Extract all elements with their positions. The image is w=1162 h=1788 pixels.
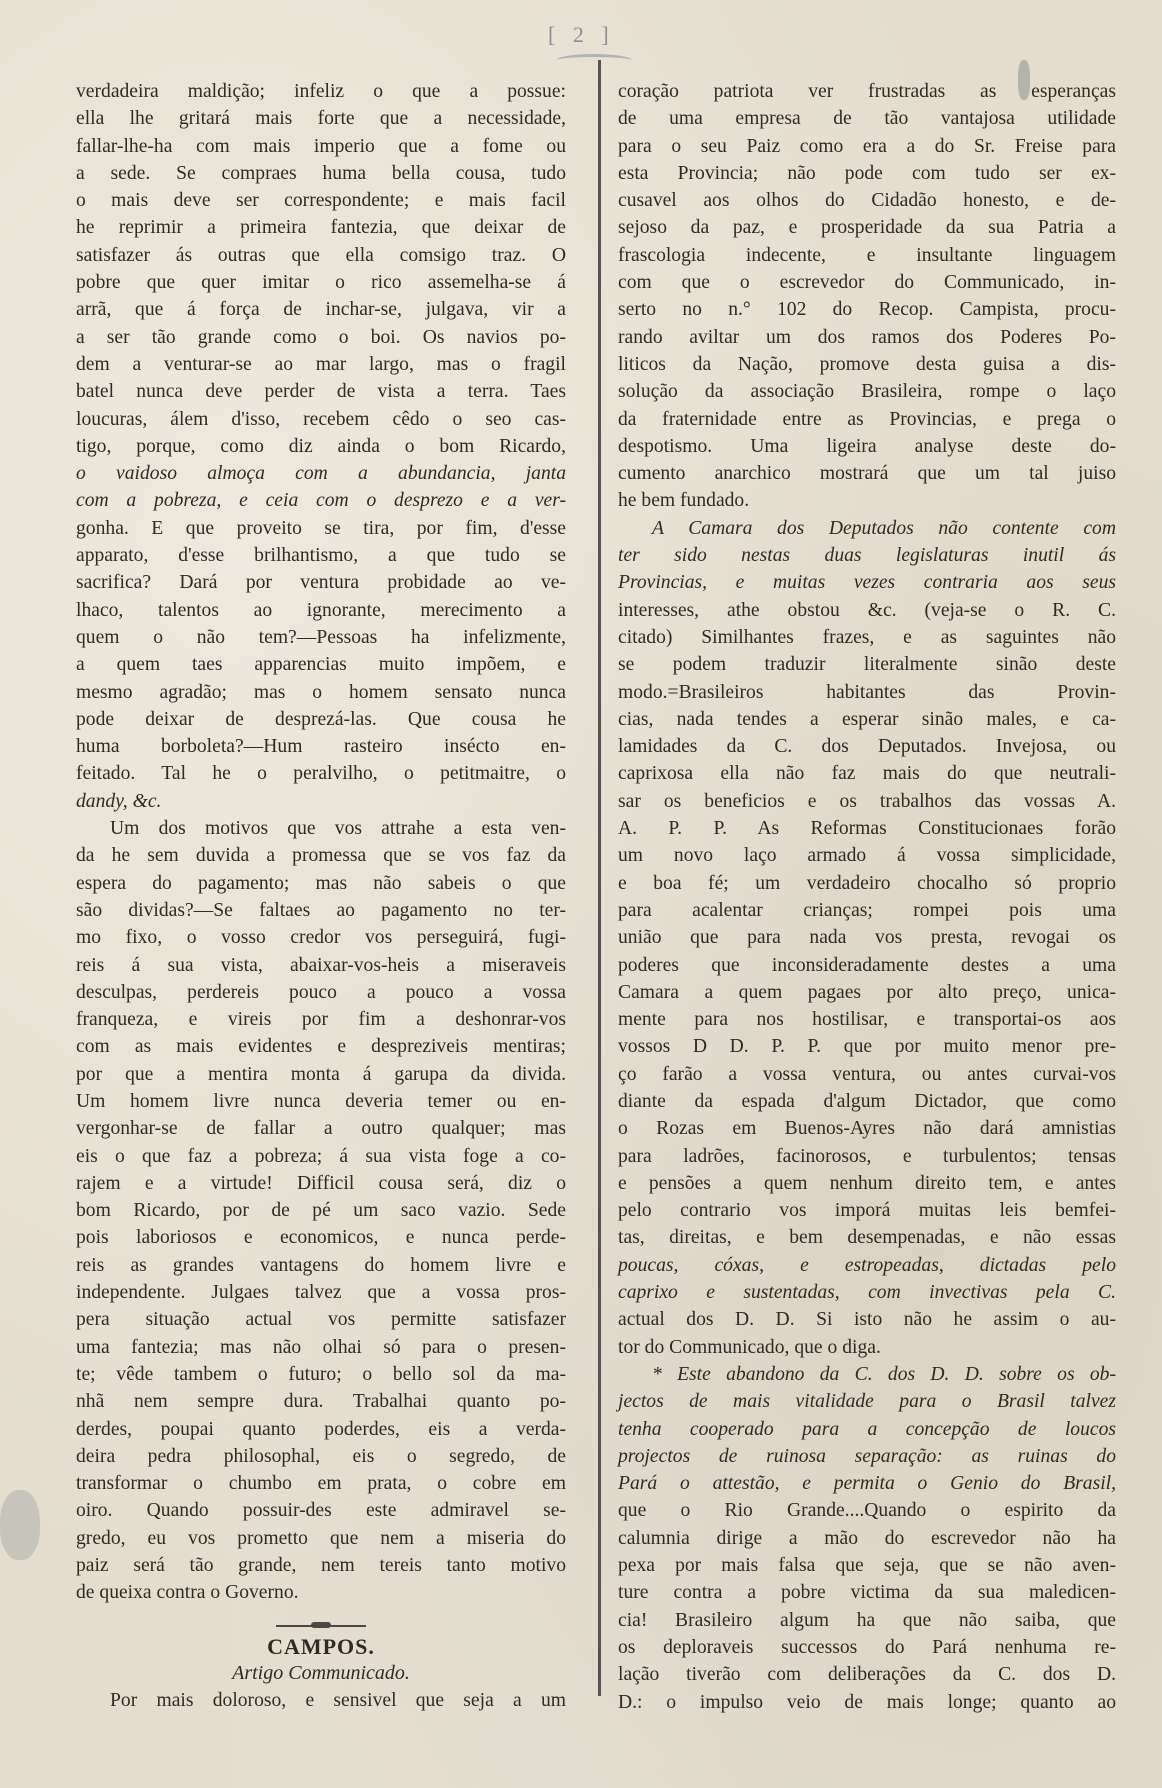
text-line: A. P. P. As Reformas Constitucionaes forão <box>618 818 1116 840</box>
text-line: esta Provincia; não pode com tudo ser ex- <box>618 162 1116 184</box>
text-line: por que a mentira monta á garupa da divida. <box>76 1063 566 1085</box>
text-line: cusavel aos olhos do Cidadão honesto, e de- <box>618 190 1116 212</box>
text-line: interesses, athe obstou &c. (veja-se o R. C. <box>618 599 1116 621</box>
text-line-italic: dandy, &c. <box>76 790 162 812</box>
text-line: pera situação actual vos permitte satisfazer <box>76 1309 566 1331</box>
footnote-start-italic: * Este abandono da C. dos D. D. sobre os ob- <box>652 1363 1116 1385</box>
text-line: loucuras, álem d'isso, recebem cêdo o seo cas- <box>76 408 566 430</box>
text-line: coração patriota ver frustradas as esperanças <box>618 81 1116 102</box>
footnote-line-italic: jectos de mais vitalidade para o Brasil talvez <box>618 1391 1116 1413</box>
text-line: reis á sua vista, abaixar-vos-heis a miseraveis <box>76 954 566 976</box>
text-line: vossos D D. P. P. que por muito menor pre- <box>618 1036 1116 1058</box>
text-line: Camara a quem pagaes por alto preço, unica- <box>618 981 1116 1003</box>
text-line: solução da associação Brasileira, rompe o laço <box>618 381 1116 403</box>
paragraph-start-italic: A Camara dos Deputados não contente com <box>652 517 1116 539</box>
text-line: gonha. E que proveito se tira, por fim, d'esse <box>76 517 566 539</box>
text-line: espera do pagamento; mas não sabeis o que <box>76 872 566 894</box>
text-line-italic: caprixo e sustentadas, com invectivas pela C. <box>618 1282 1116 1304</box>
text-line: fallar-lhe-ha com mais imperio que a fome ou <box>76 135 566 157</box>
text-line: se podem traduzir literalmente sinão deste <box>618 654 1116 676</box>
text-line: paiz será tão grande, nem tereis tanto motivo <box>76 1555 566 1577</box>
text-line: cumento anarchico mostrará que um tal juiso <box>618 463 1116 485</box>
text-line: citado) Similhantes frazes, e as saguintes não <box>618 626 1116 648</box>
text-line: dem a venturar-se ao mar largo, mas o fragil <box>76 353 566 375</box>
text-line: eis o que faz a pobreza; á sua vista foge a co- <box>76 1145 566 1167</box>
text-line: reis as grandes vantagens do homem livre e <box>76 1254 566 1276</box>
text-line-italic: com a pobreza, e ceia com o desprezo e a ver- <box>76 490 566 512</box>
text-line: para acalentar crianças; rompei pois uma <box>618 899 1116 921</box>
text-line: he reprimir a primeira fantezia, que deixar de <box>76 217 566 239</box>
text-line: da he sem duvida a promessa que se vos faz da <box>76 845 566 867</box>
section-divider-ornament <box>276 1625 366 1627</box>
text-line: tigo, porque, como diz ainda o bom Ricardo, <box>76 435 566 457</box>
text-line: o mais deve ser correspondente; e mais facil <box>76 190 566 212</box>
text-line: caprixosa ella não faz mais do que neutrali- <box>618 763 1116 785</box>
text-line: oiro. Quando possuir-des este admiravel se- <box>76 1500 566 1522</box>
text-line: actual dos D. D. Si isto não he assim o au- <box>618 1309 1116 1331</box>
text-line: batel nunca deve perder de vista a terra. Taes <box>76 381 566 403</box>
text-line: pode deixar de desprezá-las. Que cousa he <box>76 708 566 730</box>
column-divider <box>598 60 601 1696</box>
text-line: da fraternidade entre as Provincias, e prega o <box>618 408 1116 430</box>
text-line: tas, direitas, e bem desempenadas, e não essas <box>618 1227 1116 1249</box>
text-line: quem o não tem?—Pessoas ha infelizmente, <box>76 626 566 648</box>
footnote-line-italic: Pará o attestão, e permita o Genio do Brasil, <box>618 1473 1116 1495</box>
footnote-line: os deploraveis successos do Pará nenhuma re- <box>618 1636 1116 1658</box>
text-line: de uma empresa de tão vantajosa utilidade <box>618 108 1116 130</box>
text-line: verdadeira maldição; infeliz o que a possue: <box>76 81 566 102</box>
text-line: te; vêde tambem o futuro; o bello sol da ma- <box>76 1363 566 1385</box>
text-line: para ladrões, facinorosos, e turbulentos; tensas <box>618 1145 1116 1167</box>
footnote-line: D.: o impulso veio de mais longe; quanto ao <box>618 1691 1116 1713</box>
footnote-line: ture contra a pobre victima da sua maledicen- <box>618 1582 1116 1604</box>
text-line: gredo, eu vos prometto que nem a miseria do <box>76 1527 566 1549</box>
text-line: mo fixo, o vosso credor vos perseguirá, fugi- <box>76 927 566 949</box>
text-line: feitado. Tal he o peralvilho, o petitmaitre, o <box>76 763 566 785</box>
text-line: transformar o chumbo em prata, o cobre em <box>76 1473 566 1495</box>
text-line: um novo laço armado á vossa simplicidade, <box>618 845 1116 867</box>
text-line: são dividas?—Se faltaes ao pagamento no ter- <box>76 899 566 921</box>
text-line: mente para nos hostilisar, e transportai-os aos <box>618 1009 1116 1031</box>
text-line: apparato, d'esse brilhantismo, a que tudo se <box>76 545 566 567</box>
text-line: e pensões a quem nenhum direito tem, e antes <box>618 1172 1116 1194</box>
footnote-line-italic: projectos de ruinosa separação: as ruinas do <box>618 1445 1116 1467</box>
text-line: pelo contrario vos imporá muitas leis bemfei- <box>618 1200 1116 1222</box>
page-number-ornament <box>556 54 632 67</box>
paragraph-start: Um dos motivos que vos attrahe a esta ven- <box>110 818 566 840</box>
text-line: de queixa contra o Governo. <box>76 1582 299 1604</box>
text-line: desculpas, perdereis pouco a pouco a vossa <box>76 981 566 1003</box>
text-line: a quem taes apparencias muito impõem, e <box>76 654 566 676</box>
text-line: derdes, poupai quanto poderdes, eis a verda- <box>76 1418 566 1440</box>
text-line: com as mais evidentes e despreziveis mentiras; <box>76 1036 566 1058</box>
section-subheading: Artigo Communicado. <box>232 1661 410 1684</box>
text-line: tor do Communicado, que o diga. <box>618 1336 881 1358</box>
paragraph-start: Por mais doloroso, e sensivel que seja a um <box>110 1690 566 1712</box>
text-line: a sede. Se compraes huma bella cousa, tudo <box>76 162 566 184</box>
text-line: pois laboriosos e economicos, e nunca perde- <box>76 1227 566 1249</box>
text-line: lamidades da C. dos Deputados. Invejosa, ou <box>618 736 1116 758</box>
text-line-italic: o vaidoso almoça com a abundancia, janta <box>76 463 566 485</box>
text-line: bom Ricardo, por de pé um saco vazio. Sede <box>76 1200 566 1222</box>
text-line: rajem e a virtude! Difficil cousa será, diz o <box>76 1172 566 1194</box>
text-line: mesmo agradão; mas o homem sensato nunca <box>76 681 566 703</box>
text-line: pobre que quer imitar o rico assemelha-se á <box>76 272 566 294</box>
text-line: e boa fé; um verdadeiro chocalho só proprio <box>618 872 1116 894</box>
text-line: frascologia indecente, e insultante linguagem <box>618 244 1116 266</box>
left-column <box>76 78 566 1715</box>
text-line: o Rozas em Buenos-Ayres não dará amnistias <box>618 1118 1116 1140</box>
text-line: ço farão a vossa ventura, ou antes curvai-vos <box>618 1063 1116 1085</box>
text-line-italic: Provincias, e muitas vezes contraria aos seus <box>618 572 1116 594</box>
text-line: poderes que inconsideradamente destes a uma <box>618 954 1116 976</box>
text-line: lhaco, talentos ao ignorante, merecimento a <box>76 599 566 621</box>
text-line: sejoso da paz, e prosperidade da sua Patria a <box>618 217 1116 239</box>
text-line: franqueza, e vireis por fim a deshonrar-vos <box>76 1009 566 1031</box>
text-line: despotismo. Uma ligeira analyse deste do- <box>618 435 1116 457</box>
text-line: independente. Julgaes talvez que a vossa pros- <box>76 1282 566 1304</box>
text-line: rando aviltar um dos ramos dos Poderes Po- <box>618 326 1116 348</box>
text-line: deira pedra philosophal, eis o segredo, de <box>76 1445 566 1467</box>
text-line: a ser tão grande como o boi. Os navios po- <box>76 326 566 348</box>
text-line: serto no n.° 102 do Recop. Campista, procu- <box>618 299 1116 321</box>
footnote-line: que o Rio Grande....Quando o espirito da <box>618 1500 1116 1522</box>
footnote-line: pexa por mais falsa que seja, que se não aven- <box>618 1555 1116 1577</box>
text-line: liticos da Nação, promove desta guisa a dis- <box>618 353 1116 375</box>
text-line: com que o escrevedor do Communicado, in- <box>618 272 1116 294</box>
text-line: Um homem livre nunca deveria temer ou en- <box>76 1090 566 1112</box>
text-line: vergonhar-se de fallar a outro qualquer; mas <box>76 1118 566 1140</box>
right-column <box>618 78 1116 1716</box>
text-line: para o seu Paiz como era a do Sr. Freise para <box>618 135 1116 157</box>
section-heading: CAMPOS. <box>267 1633 375 1659</box>
text-line: nhã nem sempre dura. Trabalhai quanto po- <box>76 1391 566 1413</box>
text-line: ella lhe gritará mais forte que a necessidade, <box>76 108 566 130</box>
text-line-italic: ter sido nestas duas legislaturas inutil ás <box>618 545 1116 567</box>
text-line: huma borboleta?—Hum rasteiro insécto en- <box>76 736 566 758</box>
text-line: modo.=Brasileiros habitantes das Provin- <box>618 681 1116 703</box>
text-line: he bem fundado. <box>618 490 750 512</box>
footnote-line: cia! Brasileiro algum ha que não saiba, que <box>618 1609 1116 1631</box>
text-line-italic: poucas, cóxas, e estropeadas, dictadas pelo <box>618 1254 1116 1276</box>
ink-stain <box>0 1490 40 1560</box>
text-line: uma fantezia; mas não olhai só para o presen- <box>76 1336 566 1358</box>
footnote-line: calumnia dirige a mão do escrevedor não ha <box>618 1527 1116 1549</box>
footnote-line: lação tiverão com deliberações da C. dos D. <box>618 1664 1116 1686</box>
text-line: união que para nada vos presta, revogai os <box>618 927 1116 949</box>
text-line: sar os beneficios e os trabalhos das vossas A. <box>618 790 1116 812</box>
footnote-line-italic: tenha cooperado para a concepção de loucos <box>618 1418 1116 1440</box>
text-line: satisfazer ás outras que ella comsigo traz. O <box>76 244 566 266</box>
text-line: cias, nada tendes a esperar sinão males, e ca- <box>618 708 1116 730</box>
text-line: diante da espada d'algum Dictador, que como <box>618 1090 1116 1112</box>
page-number: [ 2 ] <box>548 22 615 47</box>
text-line: sacrifica? Dará por ventura probidade ao ve- <box>76 572 566 594</box>
text-line: arrã, que á força de inchar-se, julgava, vir a <box>76 299 566 321</box>
